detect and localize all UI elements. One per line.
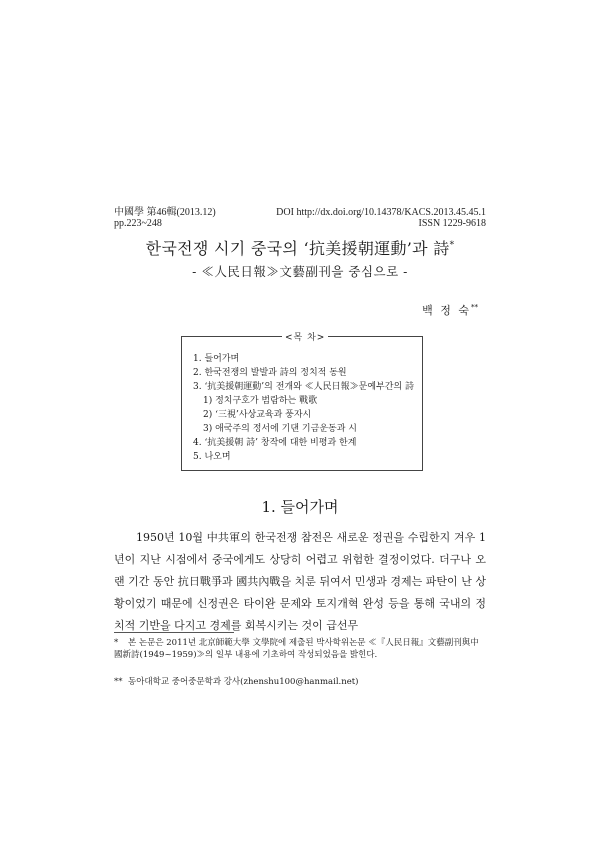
body-paragraph: 1950년 10월 中共軍의 한국전쟁 참전은 새로운 정권을 수립한지 겨우 1년이 지난 시점에서 중국에게도 상당히 어렵고 위험한 결정이었다. 더구나 오랜 기간 동안 抗日戰爭과 國共內戰을 치룬 뒤여서 민생과 경제는 파탄이 난 상황이었기 때문에 신정권은 타이완 문제와 토지개혁 완성 등을 통해 국내의 정치적 기반을 다지고 경제를 회복시키는 것이 급선무: [114, 531, 486, 632]
toc-item: 1. 들어가며: [193, 354, 240, 364]
toc-label: <목 차>: [282, 330, 328, 343]
doi-link[interactable]: DOI http://dx.doi.org/10.14378/KACS.2013.45.45.1: [276, 207, 486, 218]
toc-item: 2. 한국전쟁의 발발과 詩의 정치적 동원: [193, 368, 347, 378]
footnote-2: [114, 676, 486, 688]
issn: ISSN 1229-9618: [418, 218, 486, 229]
footnote-divider: [114, 632, 234, 633]
footnote-text: 본 논문은 2011년 北京師範大學 文學院에 제출된 박사학위논문 ≪『人民日報』文藝副刊與中國新詩(1949~1959)≫의 일부 내용에 기초하여 작성되었음을 밝힌다.: [114, 638, 479, 660]
toc-subitem: 1) 정치구호가 범람하는 戰歌: [203, 396, 318, 406]
paper-title: [0, 236, 600, 259]
toc-item: 4. ‘抗美援朝 詩’ 창작에 대한 비평과 한계: [193, 438, 357, 448]
toc-list: [193, 352, 414, 464]
author: [422, 302, 478, 318]
journal-info: [114, 207, 216, 229]
toc-item: 5. 나오며: [193, 452, 231, 462]
section-heading: 1. 들어가며: [261, 498, 339, 516]
body-text: [114, 527, 486, 637]
title-footnote-mark: *: [449, 240, 455, 251]
footnote-1: [114, 637, 486, 661]
footnote-text: 동아대학교 중어중문학과 강사(zhenshu100@hanmail.net): [128, 677, 359, 687]
footnote-mark: **: [114, 677, 123, 687]
toc-subitem: 3) 애국주의 정서에 기댄 기금운동과 시: [203, 424, 357, 434]
toc-item: 3. ‘抗美援朝運動’의 전개와 ≪人民日報≫문예부간의 詩: [193, 382, 414, 392]
page-range: pp.223~248: [114, 218, 162, 229]
paper-subtitle: - ≪人民日報≫文藝副刊을 중심으로 -: [192, 264, 408, 279]
toc-subitem: 2) ‘三視’사상교육과 풍자시: [203, 410, 312, 420]
author-footnote-mark: **: [471, 303, 478, 312]
author-name: 백 정 숙: [422, 304, 471, 317]
footnote-mark: *: [114, 638, 119, 648]
doi-info: [276, 207, 486, 229]
paper-title-text: 한국전쟁 시기 중국의 ‘抗美援朝運動’과 詩: [145, 239, 450, 258]
journal-issue: 中國學 第46輯(2013.12): [114, 207, 216, 218]
